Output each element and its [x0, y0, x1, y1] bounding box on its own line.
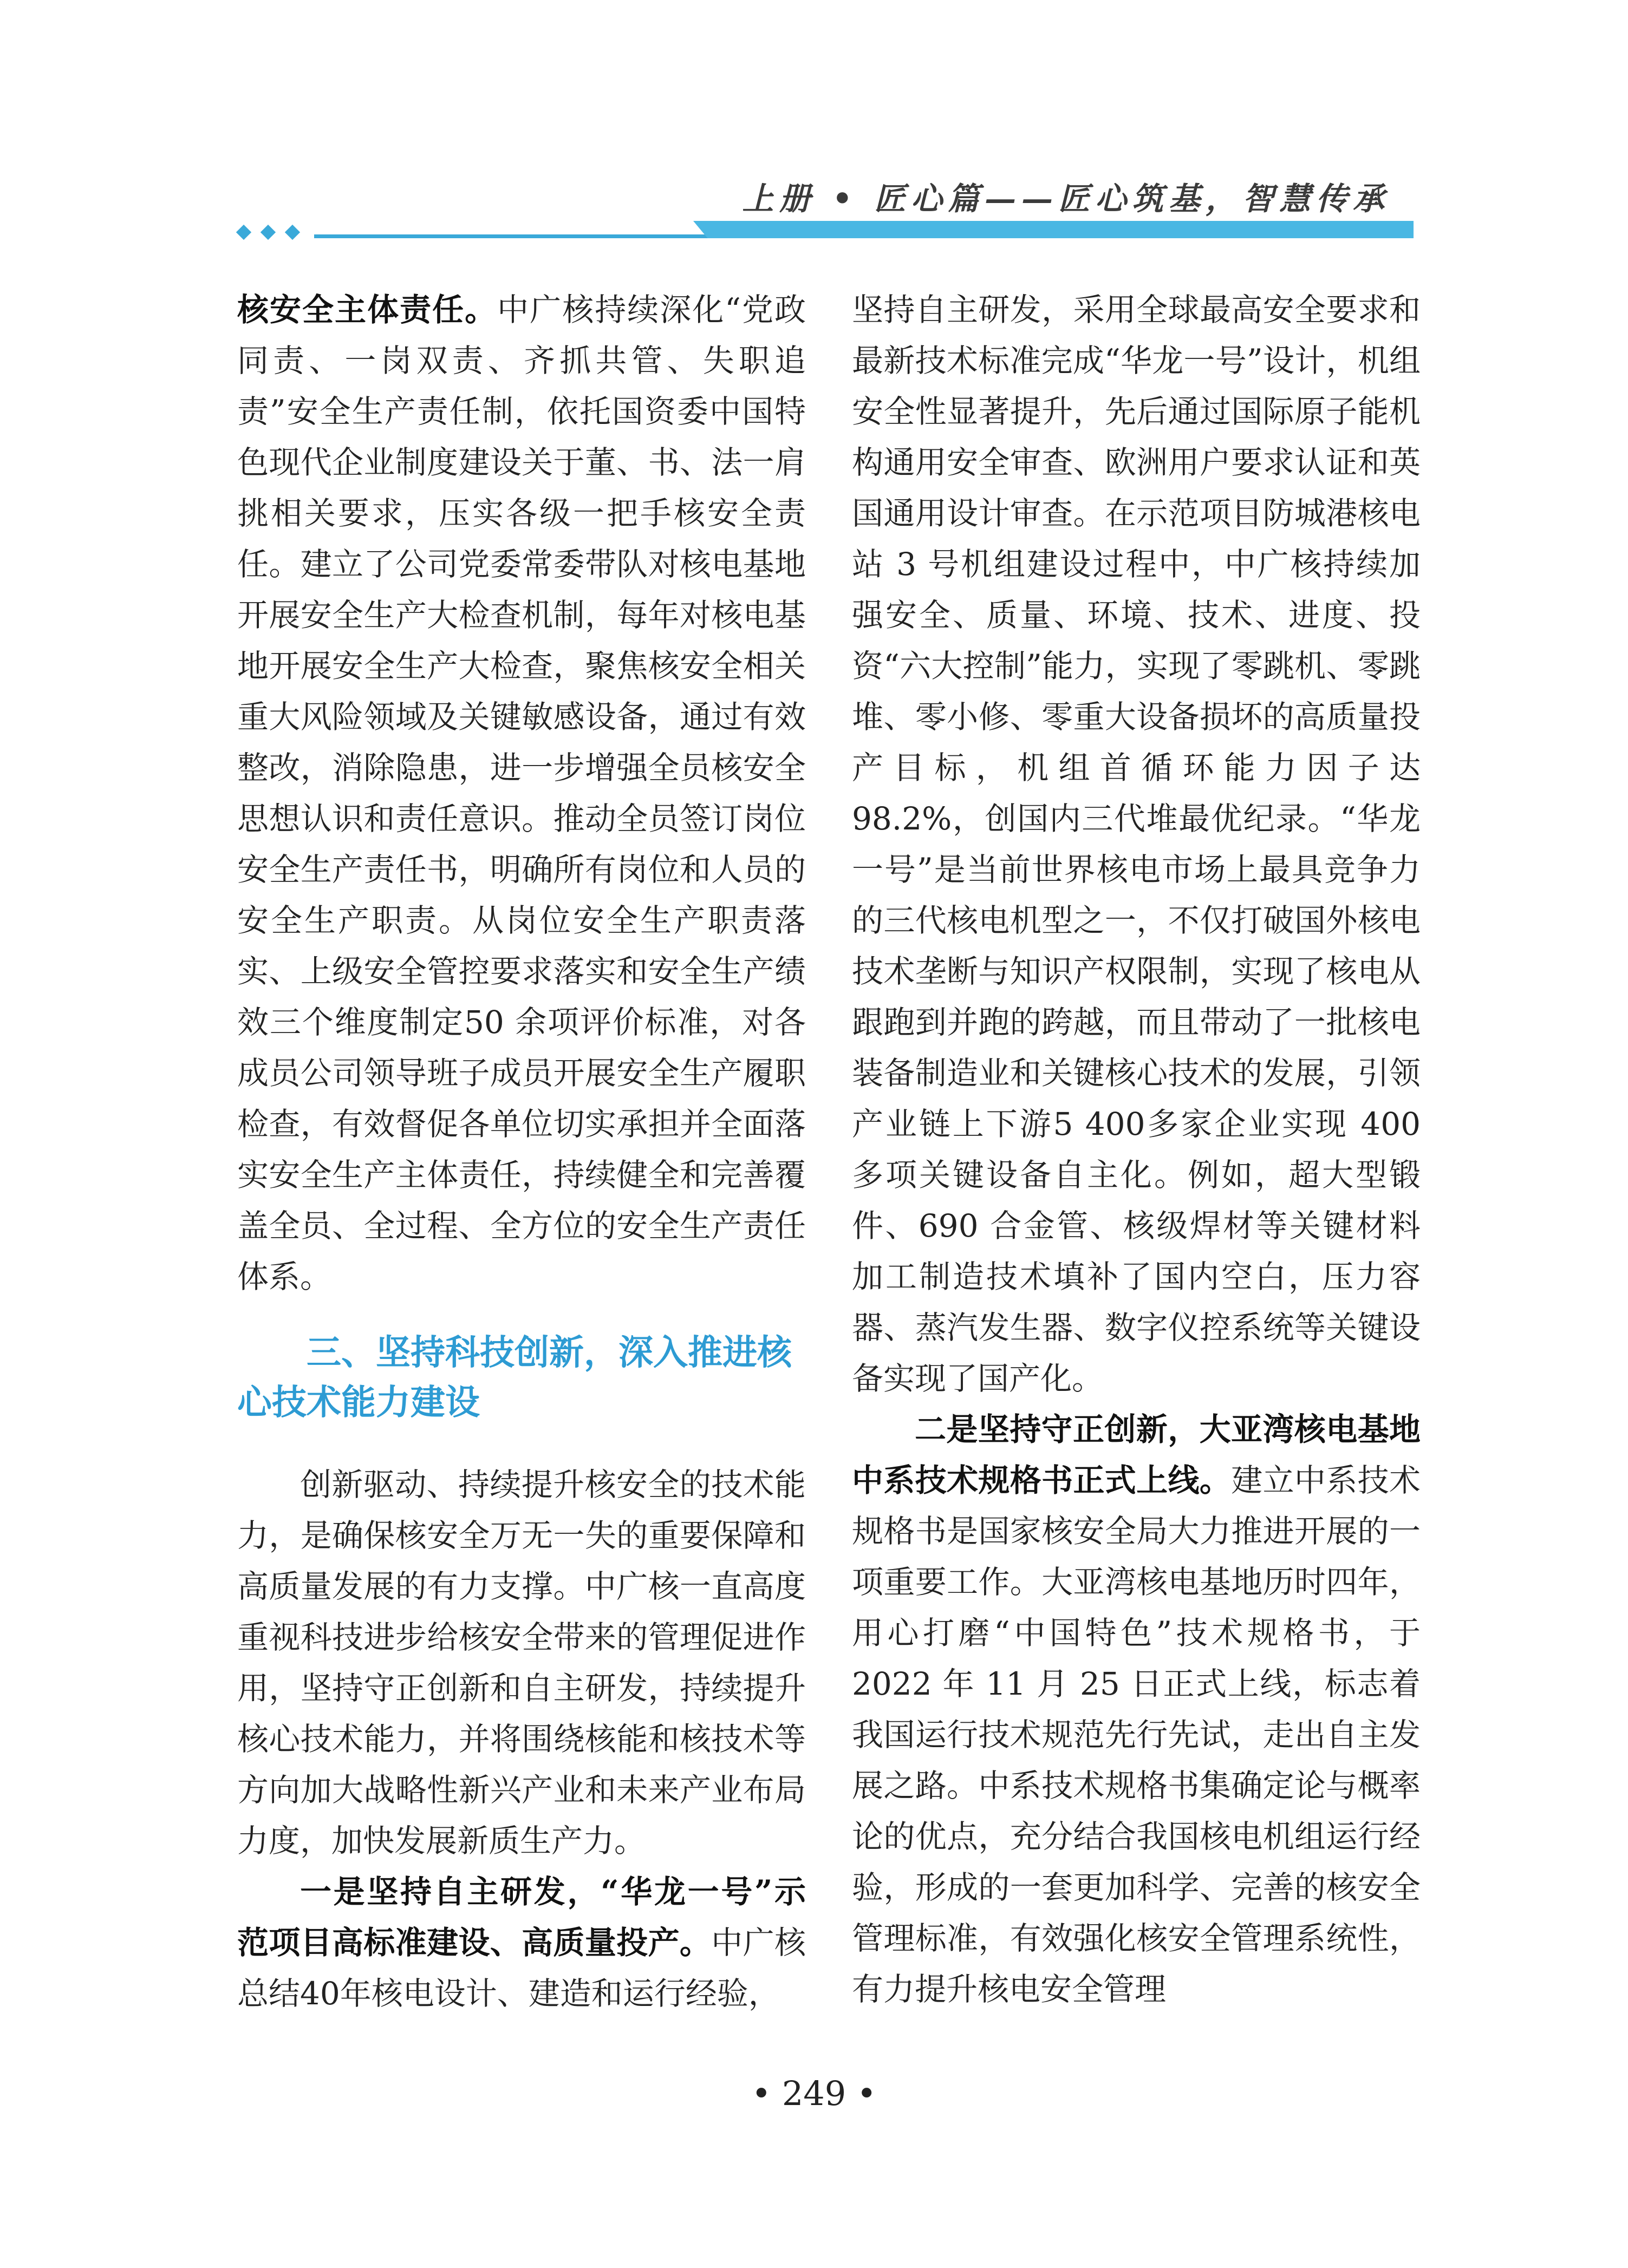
diamond-icon: [236, 225, 251, 240]
header-rule-thick: [693, 221, 1414, 238]
right-column: [852, 284, 1421, 2015]
running-title: 上册 • 匠心篇——匠心筑基，智慧传承: [742, 180, 1390, 217]
paragraph: 创新驱动、持续提升核安全的技术能力，是确保核安全万无一失的重要保障和高质量发展的有力支撑。中广核一直高度重视科技进步给核安全带来的管理促进作用，坚持守正创新和自主研发，持续提升核心技术能力，并将围绕核能和核技术等方向加大战略性新兴产业和未来产业布局力度，加快发展新质生产力。: [237, 1466, 806, 1859]
paragraph: [237, 284, 806, 1302]
diamond-icon: [285, 225, 300, 240]
bold-lead: 核安全主体责任。: [237, 291, 498, 328]
section-heading: 三、坚持科技创新，深入推进核心技术能力建设: [237, 1333, 792, 1423]
paragraph: [852, 1404, 1421, 2015]
bold-lead: 二是坚持守正创新，大亚湾核电基地中系技术规格书正式上线。: [852, 1411, 1421, 1499]
bold-lead: 一是坚持自主研发，“华龙一号”示范项目高标准建设、高质量投产。: [237, 1873, 806, 1961]
header-decoration-bar: [233, 221, 1414, 241]
left-column: [237, 284, 806, 2019]
diamond-icon: [261, 225, 276, 240]
paragraph-text: 建立中系技术规格书是国家核安全局大力推进开展的一项重要工作。大亚湾核电基地历时四年，用心打磨“中国特色”技术规格书，于 2022 年 11 月 25 日正式上线，标志着我国运行技术规范先行先试，走出自主发展之路。中系技术规格书集确定论与概率论的优点，充分结合我国核电机组运行经验，形成的一套更加科学、完善的核安全管理标准，有效强化核安全管理系统性，有力提升核电安全管理: [852, 1462, 1421, 2008]
paragraph: 坚持自主研发，采用全球最高安全要求和最新技术标准完成“华龙一号”设计，机组安全性显著提升，先后通过国际原子能机构通用安全审查、欧洲用户要求认证和英国通用设计审查。在示范项目防城港核电站 3 号机组建设过程中，中广核持续加强安全、质量、环境、技术、进度、投资“六大控制”能力，实现了零跳机、零跳堆、零小修、零重大设备损坏的高质量投产目标，机组首循环能力因子达 98.2%，创国内三代堆最优纪录。“华龙一号”是当前世界核电市场上最具竞争力的三代核电机型之一，不仅打破国外核电技术垄断与知识产权限制，实现了核电从跟跑到并跑的跨越，而且带动了一批核电装备制造业和关键核心技术的发展，引领产业链上下游5 400多家企业实现 400 多项关键设备自主化。例如，超大型锻件、690 合金管、核级焊材等关键材料加工制造技术填补了国内空白，压力容器、蒸汽发生器、数字仪控系统等关键设备实现了国产化。: [852, 291, 1421, 1397]
paragraph: [237, 1866, 806, 2019]
paragraph-text: 中广核总结40年核电设计、建造和运行经验，: [237, 1924, 806, 2012]
paragraph-text: 中广核持续深化“党政同责、一岗双责、齐抓共管、失职追责”安全生产责任制，依托国资委中国特色现代企业制度建设关于董、书、法一肩挑相关要求，压实各级一把手核安全责任。建立了公司党委常委带队对核电基地开展安全生产大检查机制，每年对核电基地开展安全生产大检查，聚焦核安全相关重大风险领域及关键敏感设备，通过有效整改，消除隐患，进一步增强全员核安全思想认识和责任意识。推动全员签订岗位安全生产责任书，明确所有岗位和人员的安全生产职责。从岗位安全生产职责落实、上级安全管控要求落实和安全生产绩效三个维度制定50 余项评价标准，对各成员公司领导班子成员开展安全生产履职检查，有效督促各单位切实承担并全面落实安全生产主体责任，持续健全和完善覆盖全员、全过程、全方位的安全生产责任体系。: [237, 291, 806, 1295]
page-number: • 249 •: [751, 2074, 877, 2113]
